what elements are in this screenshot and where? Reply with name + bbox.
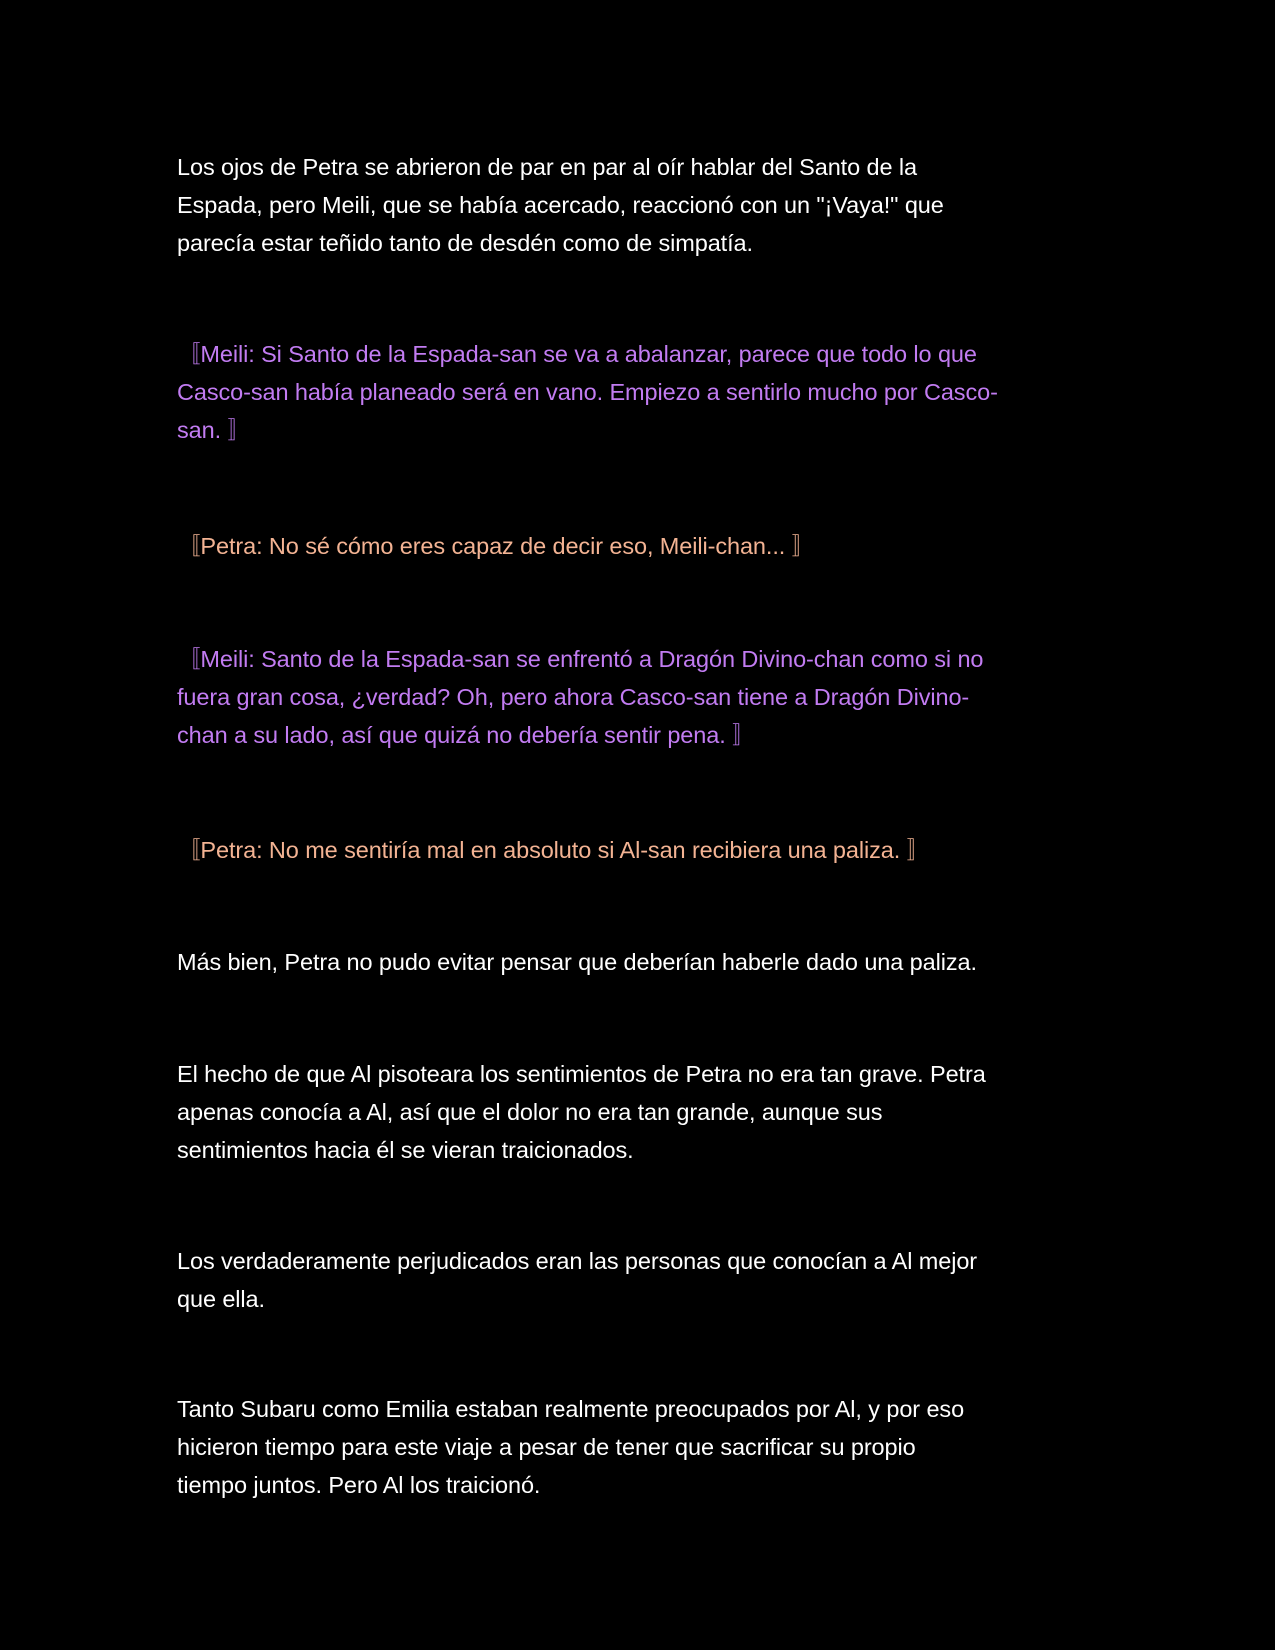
petra-dialogue: 〚Petra: No me sentiría mal en absoluto si Al-san recibiera una paliza. 〛 <box>177 837 930 863</box>
narration-paragraph: Tanto Subaru como Emilia estaban realmente preocupados por Al, y por eso hicieron tiempo para este viaje a pesar de tener que sacrificar su propio tiempo juntos. Pero Al los traicionó. <box>177 1396 965 1498</box>
petra-dialogue: 〚Petra: No sé cómo eres capaz de decir eso, Meili-chan... 〛 <box>177 533 816 559</box>
narration-paragraph: Los verdaderamente perjudicados eran las personas que conocían a Al mejor que ella. <box>177 1248 978 1312</box>
narration-paragraph: Los ojos de Petra se abrieron de par en par al oír hablar del Santo de la Espada, pero Meili, que se había acercado, reaccionó con un "¡Vaya!" que parecía estar teñido tanto de desdén como de simpatía. <box>177 154 944 256</box>
meili-dialogue: 〚Meili: Si Santo de la Espada-san se va a abalanzar, parece que todo lo que Casco-san había planeado será en vano. Empiezo a sentirlo mucho por Casco- san. 〛 <box>177 341 998 443</box>
meili-dialogue: 〚Meili: Santo de la Espada-san se enfrentó a Dragón Divino-chan como si no fuera gran cosa, ¿verdad? Oh, pero ahora Casco-san tiene a Dragón Divino- chan a su lado, así que quizá no debería sentir pena. 〛 <box>177 646 984 748</box>
narration-paragraph: Más bien, Petra no pudo evitar pensar que deberían haberle dado una paliza. <box>177 949 977 975</box>
narration-paragraph: El hecho de que Al pisoteara los sentimientos de Petra no era tan grave. Petra apenas conocía a Al, así que el dolor no era tan grande, aunque sus sentimientos hacia él se vieran traicionados. <box>177 1061 986 1163</box>
